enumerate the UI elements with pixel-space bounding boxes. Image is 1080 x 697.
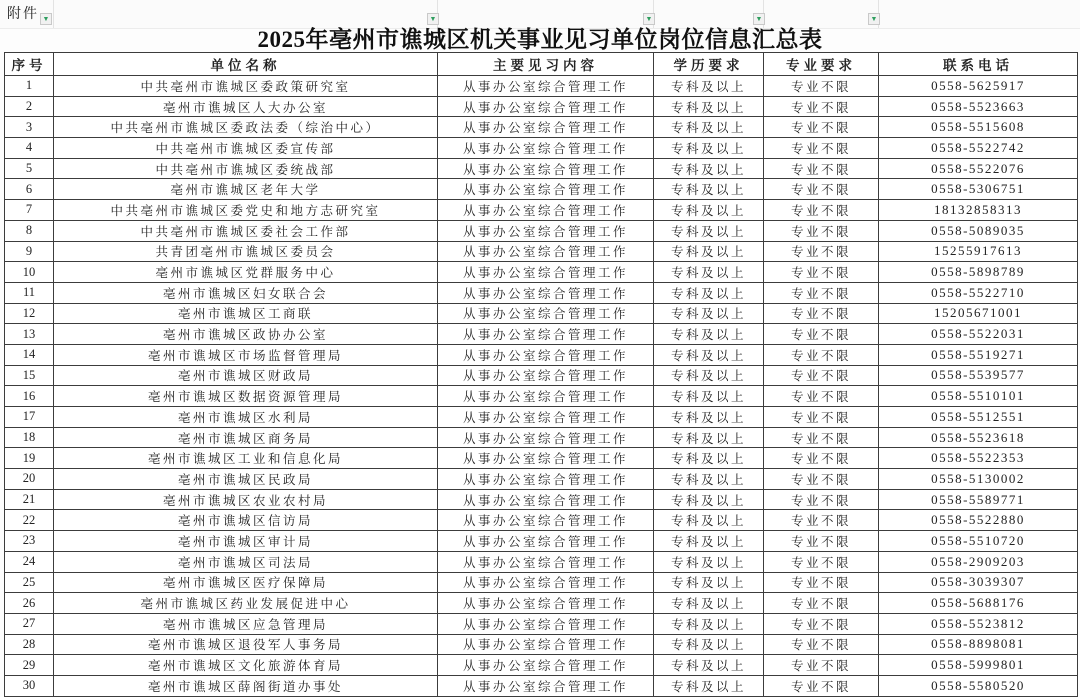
table-row [5, 572, 1078, 593]
cell-major: 专业不限 [764, 365, 879, 386]
cell-unit: 中共亳州市谯城区委党史和地方志研究室 [54, 200, 438, 221]
table-row [5, 200, 1078, 221]
cell-content: 从事办公室综合管理工作 [438, 365, 654, 386]
cell-education: 专科及以上 [654, 551, 764, 572]
cell-content: 从事办公室综合管理工作 [438, 76, 654, 97]
filter-dropdown-button[interactable] [643, 13, 655, 25]
cell-phone: 0558-5522710 [879, 282, 1078, 303]
cell-no: 20 [5, 469, 54, 490]
cell-major: 专业不限 [764, 200, 879, 221]
cell-unit: 中共亳州市谯城区委宣传部 [54, 138, 438, 159]
filter-dropdown-icon: ▼ [870, 15, 878, 23]
cell-major: 专业不限 [764, 572, 879, 593]
filter-dropdown-button[interactable] [40, 13, 52, 25]
cell-unit: 亳州市谯城区人大办公室 [54, 96, 438, 117]
cell-content: 从事办公室综合管理工作 [438, 531, 654, 552]
table-body [5, 76, 1078, 697]
table-row [5, 220, 1078, 241]
cell-education: 专科及以上 [654, 117, 764, 138]
cell-content: 从事办公室综合管理工作 [438, 179, 654, 200]
filter-row [0, 0, 1080, 29]
cell-phone: 0558-5523663 [879, 96, 1078, 117]
col-header-education: 学历要求 [654, 53, 764, 76]
cell-content: 从事办公室综合管理工作 [438, 262, 654, 283]
cell-education: 专科及以上 [654, 241, 764, 262]
cell-unit: 亳州市谯城区党群服务中心 [54, 262, 438, 283]
cell-major: 专业不限 [764, 531, 879, 552]
cell-major: 专业不限 [764, 303, 879, 324]
cell-education: 专科及以上 [654, 634, 764, 655]
cell-phone: 0558-5625917 [879, 76, 1078, 97]
cell-major: 专业不限 [764, 386, 879, 407]
cell-unit: 中共亳州市谯城区委社会工作部 [54, 220, 438, 241]
cell-unit: 中共亳州市谯城区委政策研究室 [54, 76, 438, 97]
cell-unit: 亳州市谯城区数据资源管理局 [54, 386, 438, 407]
cell-no: 11 [5, 282, 54, 303]
cell-content: 从事办公室综合管理工作 [438, 200, 654, 221]
filter-dropdown-icon: ▼ [429, 15, 437, 23]
cell-content: 从事办公室综合管理工作 [438, 241, 654, 262]
cell-phone: 0558-5522880 [879, 510, 1078, 531]
cell-major: 专业不限 [764, 675, 879, 696]
cell-education: 专科及以上 [654, 448, 764, 469]
cell-education: 专科及以上 [654, 407, 764, 428]
col-header-no: 序号 [5, 53, 54, 76]
cell-education: 专科及以上 [654, 365, 764, 386]
table-row [5, 324, 1078, 345]
filter-dropdown-icon: ▼ [645, 15, 653, 23]
cell-content: 从事办公室综合管理工作 [438, 303, 654, 324]
cell-content: 从事办公室综合管理工作 [438, 282, 654, 303]
cell-no: 14 [5, 344, 54, 365]
col-header-unit: 单位名称 [54, 53, 438, 76]
cell-no: 22 [5, 510, 54, 531]
cell-phone: 0558-5522353 [879, 448, 1078, 469]
table-row [5, 489, 1078, 510]
table-header-row [5, 53, 1078, 76]
cell-content: 从事办公室综合管理工作 [438, 117, 654, 138]
cell-unit: 亳州市谯城区妇女联合会 [54, 282, 438, 303]
cell-content: 从事办公室综合管理工作 [438, 613, 654, 634]
cell-content: 从事办公室综合管理工作 [438, 448, 654, 469]
cell-phone: 0558-5515608 [879, 117, 1078, 138]
cell-no: 13 [5, 324, 54, 345]
cell-no: 15 [5, 365, 54, 386]
cell-phone: 0558-5089035 [879, 220, 1078, 241]
cell-no: 2 [5, 96, 54, 117]
cell-content: 从事办公室综合管理工作 [438, 344, 654, 365]
table-row [5, 365, 1078, 386]
cell-content: 从事办公室综合管理工作 [438, 96, 654, 117]
cell-no: 4 [5, 138, 54, 159]
cell-unit: 亳州市谯城区药业发展促进中心 [54, 593, 438, 614]
cell-no: 28 [5, 634, 54, 655]
cell-education: 专科及以上 [654, 531, 764, 552]
table-row [5, 655, 1078, 676]
cell-no: 19 [5, 448, 54, 469]
cell-content: 从事办公室综合管理工作 [438, 551, 654, 572]
cell-phone: 0558-5580520 [879, 675, 1078, 696]
table-row [5, 427, 1078, 448]
cell-major: 专业不限 [764, 324, 879, 345]
cell-major: 专业不限 [764, 448, 879, 469]
cell-phone: 0558-2909203 [879, 551, 1078, 572]
col-header-major: 专业要求 [764, 53, 879, 76]
cell-no: 30 [5, 675, 54, 696]
cell-no: 23 [5, 531, 54, 552]
cell-major: 专业不限 [764, 551, 879, 572]
cell-content: 从事办公室综合管理工作 [438, 489, 654, 510]
cell-major: 专业不限 [764, 427, 879, 448]
table-row [5, 96, 1078, 117]
cell-education: 专科及以上 [654, 158, 764, 179]
cell-education: 专科及以上 [654, 200, 764, 221]
cell-education: 专科及以上 [654, 613, 764, 634]
table-row [5, 138, 1078, 159]
table-row [5, 593, 1078, 614]
cell-content: 从事办公室综合管理工作 [438, 158, 654, 179]
cell-major: 专业不限 [764, 613, 879, 634]
cell-content: 从事办公室综合管理工作 [438, 655, 654, 676]
cell-unit: 亳州市谯城区民政局 [54, 469, 438, 490]
table-row [5, 407, 1078, 428]
cell-major: 专业不限 [764, 407, 879, 428]
filter-dropdown-button[interactable] [427, 13, 439, 25]
cell-phone: 0558-3039307 [879, 572, 1078, 593]
cell-phone: 0558-5522076 [879, 158, 1078, 179]
cell-no: 3 [5, 117, 54, 138]
cell-phone: 15205671001 [879, 303, 1078, 324]
cell-education: 专科及以上 [654, 179, 764, 200]
cell-unit: 亳州市谯城区商务局 [54, 427, 438, 448]
cell-major: 专业不限 [764, 241, 879, 262]
cell-education: 专科及以上 [654, 262, 764, 283]
cell-phone: 0558-5898789 [879, 262, 1078, 283]
cell-education: 专科及以上 [654, 510, 764, 531]
table-row [5, 634, 1078, 655]
table-row [5, 613, 1078, 634]
filter-dropdown-icon: ▼ [42, 15, 50, 23]
table-row [5, 76, 1078, 97]
table-row [5, 158, 1078, 179]
cell-unit: 亳州市谯城区退役军人事务局 [54, 634, 438, 655]
cell-content: 从事办公室综合管理工作 [438, 427, 654, 448]
cell-major: 专业不限 [764, 510, 879, 531]
cell-unit: 亳州市谯城区薛阁街道办事处 [54, 675, 438, 696]
page-title: 2025年亳州市谯城区机关事业见习单位岗位信息汇总表 [257, 27, 823, 52]
cell-content: 从事办公室综合管理工作 [438, 572, 654, 593]
cell-education: 专科及以上 [654, 593, 764, 614]
table-row [5, 262, 1078, 283]
cell-education: 专科及以上 [654, 427, 764, 448]
cell-content: 从事办公室综合管理工作 [438, 675, 654, 696]
cell-education: 专科及以上 [654, 489, 764, 510]
table-row [5, 344, 1078, 365]
table-row [5, 386, 1078, 407]
cell-major: 专业不限 [764, 469, 879, 490]
table-row [5, 531, 1078, 552]
cell-no: 12 [5, 303, 54, 324]
cell-unit: 亳州市谯城区财政局 [54, 365, 438, 386]
cell-education: 专科及以上 [654, 324, 764, 345]
cell-major: 专业不限 [764, 344, 879, 365]
cell-no: 21 [5, 489, 54, 510]
cell-unit: 中共亳州市谯城区委统战部 [54, 158, 438, 179]
cell-content: 从事办公室综合管理工作 [438, 407, 654, 428]
cell-content: 从事办公室综合管理工作 [438, 138, 654, 159]
cell-education: 专科及以上 [654, 220, 764, 241]
cell-phone: 0558-5306751 [879, 179, 1078, 200]
cell-phone: 0558-5523812 [879, 613, 1078, 634]
cell-education: 专科及以上 [654, 386, 764, 407]
cell-content: 从事办公室综合管理工作 [438, 469, 654, 490]
cell-phone: 0558-5522031 [879, 324, 1078, 345]
cell-unit: 亳州市谯城区工商联 [54, 303, 438, 324]
cell-unit: 亳州市谯城区政协办公室 [54, 324, 438, 345]
cell-phone: 0558-5512551 [879, 407, 1078, 428]
cell-no: 6 [5, 179, 54, 200]
cell-unit: 中共亳州市谯城区委政法委（综治中心） [54, 117, 438, 138]
cell-phone: 0558-8898081 [879, 634, 1078, 655]
cell-no: 10 [5, 262, 54, 283]
attachment-label: 附件 [7, 7, 39, 22]
table-row [5, 469, 1078, 490]
cell-education: 专科及以上 [654, 138, 764, 159]
cell-phone: 0558-5522742 [879, 138, 1078, 159]
cell-no: 24 [5, 551, 54, 572]
cell-no: 1 [5, 76, 54, 97]
cell-education: 专科及以上 [654, 655, 764, 676]
cell-phone: 0558-5688176 [879, 593, 1078, 614]
cell-major: 专业不限 [764, 179, 879, 200]
cell-major: 专业不限 [764, 138, 879, 159]
cell-content: 从事办公室综合管理工作 [438, 510, 654, 531]
cell-no: 29 [5, 655, 54, 676]
cell-major: 专业不限 [764, 655, 879, 676]
cell-no: 17 [5, 407, 54, 428]
cell-no: 5 [5, 158, 54, 179]
cell-education: 专科及以上 [654, 469, 764, 490]
cell-phone: 0558-5130002 [879, 469, 1078, 490]
cell-content: 从事办公室综合管理工作 [438, 593, 654, 614]
cell-unit: 亳州市谯城区工业和信息化局 [54, 448, 438, 469]
table-row [5, 282, 1078, 303]
cell-major: 专业不限 [764, 489, 879, 510]
cell-content: 从事办公室综合管理工作 [438, 324, 654, 345]
cell-unit: 亳州市谯城区审计局 [54, 531, 438, 552]
table-row [5, 551, 1078, 572]
cell-content: 从事办公室综合管理工作 [438, 386, 654, 407]
cell-unit: 亳州市谯城区应急管理局 [54, 613, 438, 634]
filter-dropdown-button[interactable] [753, 13, 765, 25]
cell-phone: 0558-5539577 [879, 365, 1078, 386]
cell-phone: 0558-5510101 [879, 386, 1078, 407]
cell-major: 专业不限 [764, 262, 879, 283]
cell-unit: 亳州市谯城区水利局 [54, 407, 438, 428]
col-header-content: 主要见习内容 [438, 53, 654, 76]
cell-unit: 共青团亳州市谯城区委员会 [54, 241, 438, 262]
cell-phone: 0558-5999801 [879, 655, 1078, 676]
table-row [5, 448, 1078, 469]
table-row [5, 179, 1078, 200]
filter-dropdown-icon: ▼ [755, 15, 763, 23]
cell-no: 25 [5, 572, 54, 593]
cell-content: 从事办公室综合管理工作 [438, 634, 654, 655]
column-gridline [53, 0, 54, 28]
cell-no: 7 [5, 200, 54, 221]
col-header-phone: 联系电话 [879, 53, 1078, 76]
cell-major: 专业不限 [764, 634, 879, 655]
cell-major: 专业不限 [764, 117, 879, 138]
cell-no: 8 [5, 220, 54, 241]
cell-education: 专科及以上 [654, 344, 764, 365]
cell-phone: 0558-5510720 [879, 531, 1078, 552]
cell-unit: 亳州市谯城区医疗保障局 [54, 572, 438, 593]
filter-dropdown-button[interactable] [868, 13, 880, 25]
cell-education: 专科及以上 [654, 96, 764, 117]
positions-table [4, 52, 1078, 697]
cell-no: 9 [5, 241, 54, 262]
cell-major: 专业不限 [764, 158, 879, 179]
cell-content: 从事办公室综合管理工作 [438, 220, 654, 241]
cell-major: 专业不限 [764, 282, 879, 303]
cell-unit: 亳州市谯城区农业农村局 [54, 489, 438, 510]
cell-no: 26 [5, 593, 54, 614]
cell-phone: 15255917613 [879, 241, 1078, 262]
cell-no: 16 [5, 386, 54, 407]
cell-major: 专业不限 [764, 96, 879, 117]
cell-unit: 亳州市谯城区市场监督管理局 [54, 344, 438, 365]
cell-education: 专科及以上 [654, 76, 764, 97]
cell-unit: 亳州市谯城区司法局 [54, 551, 438, 572]
cell-education: 专科及以上 [654, 675, 764, 696]
cell-major: 专业不限 [764, 220, 879, 241]
table-row [5, 117, 1078, 138]
cell-phone: 18132858313 [879, 200, 1078, 221]
cell-phone: 0558-5523618 [879, 427, 1078, 448]
cell-phone: 0558-5519271 [879, 344, 1078, 365]
cell-no: 27 [5, 613, 54, 634]
cell-education: 专科及以上 [654, 282, 764, 303]
table-row [5, 241, 1078, 262]
cell-education: 专科及以上 [654, 572, 764, 593]
table-row [5, 675, 1078, 696]
cell-phone: 0558-5589771 [879, 489, 1078, 510]
cell-no: 18 [5, 427, 54, 448]
cell-major: 专业不限 [764, 593, 879, 614]
cell-major: 专业不限 [764, 76, 879, 97]
table-row [5, 510, 1078, 531]
cell-unit: 亳州市谯城区信访局 [54, 510, 438, 531]
cell-education: 专科及以上 [654, 303, 764, 324]
cell-unit: 亳州市谯城区老年大学 [54, 179, 438, 200]
table-row [5, 303, 1078, 324]
cell-unit: 亳州市谯城区文化旅游体育局 [54, 655, 438, 676]
